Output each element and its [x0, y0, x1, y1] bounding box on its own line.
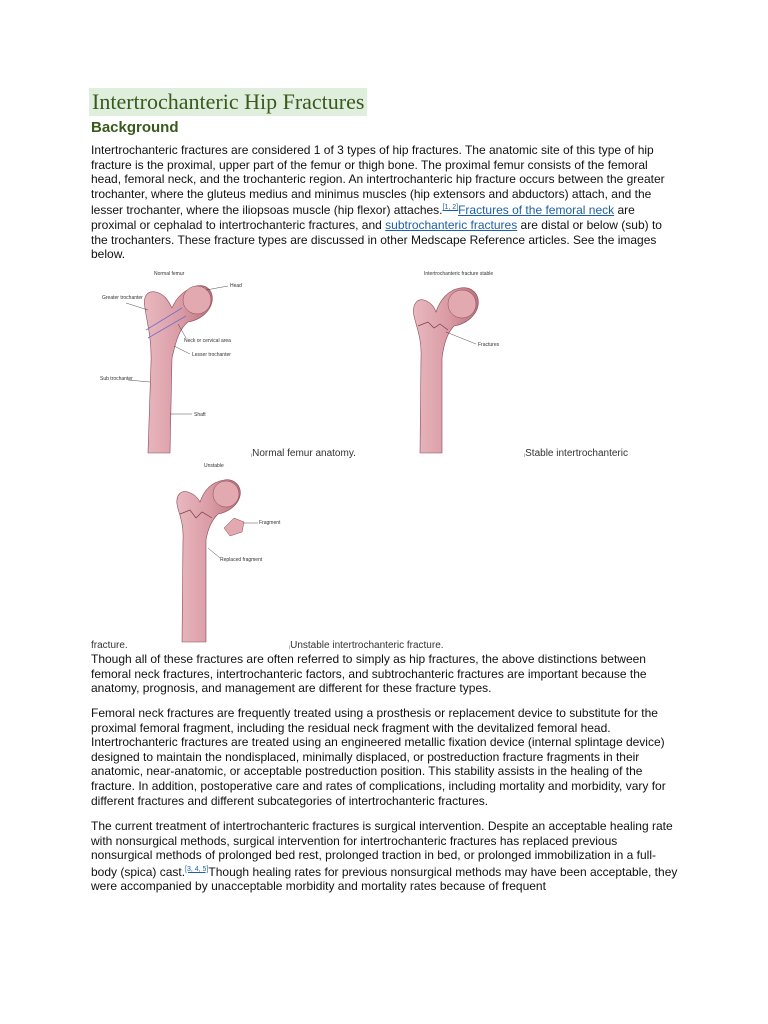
background-heading: Background [91, 119, 179, 136]
fig1-title: Normal femur [154, 271, 185, 277]
fig2-caption-continued: fracture. [91, 640, 128, 651]
fig1-label-lesser-trochanter: Lesser trochanter [192, 352, 231, 358]
fig3-title: Unstable [204, 463, 224, 469]
fig1-label-greater-trochanter: Greater trochanter [102, 295, 143, 301]
fig1-caption [251, 448, 356, 459]
paragraph-surgical-intervention [91, 819, 681, 894]
bone-fragment [224, 518, 244, 536]
fig2-caption-text: Stable intertrochanteric [525, 448, 628, 459]
caption-marker: i [524, 453, 526, 459]
fig1-label-sub-trochanter: Sub trochanter [100, 376, 133, 382]
intro-text-2: are proximal or cephalad to intertrochanteric fractures, and [91, 203, 635, 232]
fig3-label-fragment: Fragment [259, 520, 281, 526]
fig1-label-shaft: Shaft [194, 412, 206, 418]
stable-fracture-figure [404, 268, 514, 456]
fig2-title-line: Intertrochanteric fracture stable [424, 271, 494, 277]
link-fractures-femoral-neck[interactable]: Fractures of the femoral neck [458, 203, 615, 218]
link-subtrochanteric-fractures[interactable]: subtrochanteric fractures [385, 217, 518, 232]
paragraph-treatment-devices: Femoral neck fractures are frequently treated using a prosthesis or replacement device to substitute for the proximal femoral fragment, including the residual neck fragment with the devitalized femoral head. Intertrochanteric fractures are treated using an engineered metallic fixation device (internal splintage device) designed to maintain the nondisplaced, minimally displaced, or postreduction fracture fragments in their anatomic, near-anatomic, or acceptable postreduction position. This stability assists in the healing of the fracture. In addition, postoperative care and rates of complications, including mortality and morbidity, vary for different fractures and different subcategories of intertrochanteric fractures. [91, 706, 666, 808]
page-title: Intertrochanteric Hip Fractures [89, 88, 367, 116]
caption-marker: i [289, 645, 291, 651]
intro-text-3: are distal or below (sub) to the trochanters. These fracture types are discussed in other Medscape Reference articles. See the images below. [91, 217, 662, 262]
fig2-caption [524, 448, 628, 459]
unstable-fracture-figure [172, 460, 287, 644]
fig2-label-fractures: Fractures [478, 342, 500, 348]
caption-marker: i [251, 453, 253, 459]
fig1-caption-text: Normal femur anatomy. [252, 448, 356, 459]
intro-text: Intertrochanteric fractures are considered 1 of 3 types of hip fractures. The anatomic site of this type of hip fracture is the proximal, upper part of the femur or thigh bone. The proximal femur consists of the femoral head, femoral neck, and the trochanteric region. An intertrochanteric hip fracture occurs between the greater trochanter, where the gluteus medius and minimus muscles (hip extensors and abductors) attach, and the lesser trochanter, where the iliopsoas muscle (hip flexor) attaches. [91, 143, 665, 218]
normal-femur-figure [96, 268, 272, 456]
reference-link-1-2[interactable]: [1, 2] [442, 204, 459, 212]
paragraph-intro [91, 143, 681, 262]
fig3-label-replaced-fragment: Replaced fragment [220, 557, 263, 563]
surgical-text: The current treatment of intertrochanteric fractures is surgical intervention. Despite an acceptable healing rate with nonsurgical methods, surgical intervention for intertrochanteric fractures has replaced previous nonsurgical methods of prolonged bed rest, prolonged traction in bed, or prolonged immobilization in a full-body (spica) cast. [91, 819, 673, 879]
reference-link-3-4-5[interactable]: [3, 4, 5] [185, 865, 209, 873]
fig1-label-neck: Neck or cervical area [184, 338, 231, 344]
fig3-caption-text: Unstable intertrochanteric fracture. [290, 640, 444, 651]
fig3-caption [289, 640, 444, 651]
fig1-label-head: Head [230, 283, 242, 289]
surgical-text-2: Though healing rates for previous nonsurgical methods may have been acceptable, they were accompanied by unacceptable morbidity and mortality rates because of frequent [91, 864, 678, 894]
paragraph-distinctions: Though all of these fractures are often referred to simply as hip fractures, the above distinctions between femoral neck fractures, intertrochanteric factors, and subtrochanteric fractures are important because the anatomy, prognosis, and management are different for these fracture types. [91, 652, 647, 696]
